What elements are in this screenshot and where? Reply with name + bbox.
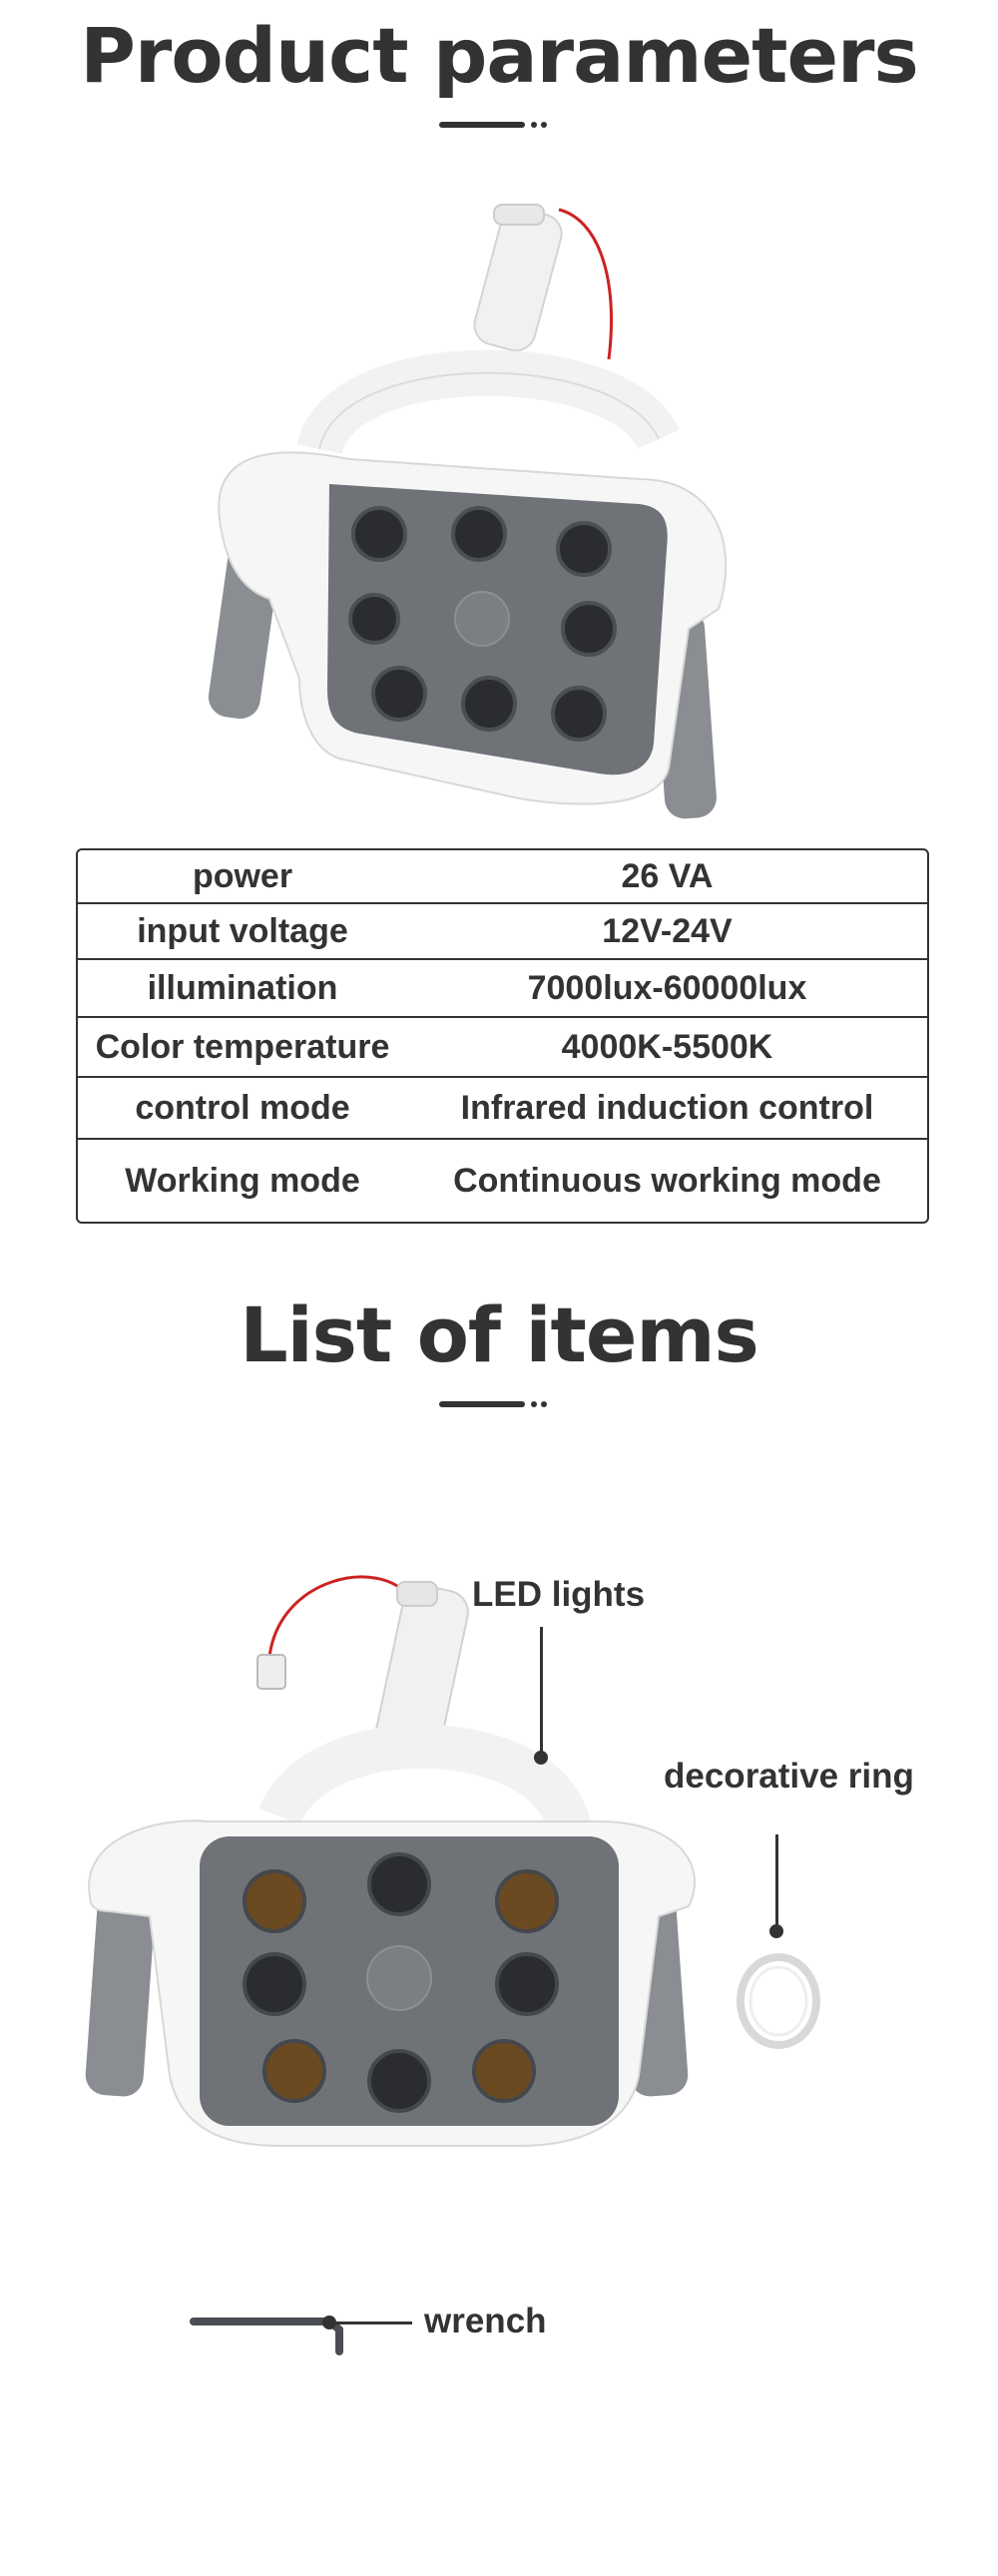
title-divider [439, 1399, 559, 1409]
led-lights-label: LED lights [472, 1575, 646, 1614]
spec-value: 12V-24V [407, 904, 927, 960]
decorative-ring-label: decorative ring [664, 1757, 914, 1796]
dental-lamp-image [200, 190, 758, 828]
title-divider [439, 120, 559, 130]
spec-key: illumination [78, 960, 407, 1018]
spec-key: power [78, 850, 407, 904]
spec-value: 26 VA [407, 850, 927, 904]
product-parameters-title: Product parameters [80, 11, 918, 100]
spec-key: Working mode [125, 1161, 360, 1200]
spec-key: control mode [78, 1078, 407, 1140]
table-row [78, 904, 927, 960]
spec-value: Continuous working mode [453, 1161, 881, 1200]
ring-leader-dot [769, 1924, 783, 1938]
table-row [78, 960, 927, 1018]
led-leader-line [540, 1627, 543, 1757]
table-row [78, 1140, 927, 1222]
spec-value: 7000lux-60000lux [407, 960, 927, 1018]
led-leader-dot [534, 1751, 548, 1765]
decorative-ring-image [729, 1946, 828, 2056]
spec-key: Color temperature [78, 1018, 407, 1078]
table-row [78, 1018, 927, 1078]
list-of-items-title: List of items [240, 1290, 758, 1379]
wrench-leader-line [332, 2321, 412, 2324]
spec-key: input voltage [78, 904, 407, 960]
ring-leader-line [775, 1834, 778, 1930]
dental-lamp-items-image [80, 1567, 719, 2186]
spec-table [76, 848, 929, 1224]
table-row [78, 1078, 927, 1140]
table-row [78, 850, 927, 904]
spec-value: 4000K-5500K [407, 1018, 927, 1078]
spec-value: Infrared induction control [407, 1078, 927, 1140]
wrench-label: wrench [424, 2302, 547, 2340]
